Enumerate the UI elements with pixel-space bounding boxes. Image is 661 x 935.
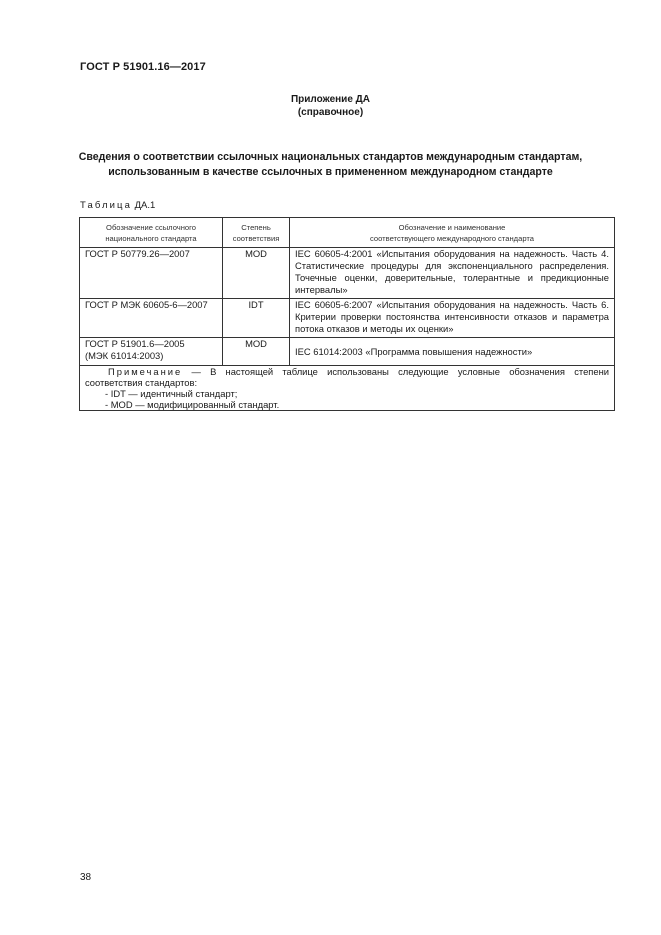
cell-international-standard: IEC 60605-4:2001 «Испытания оборудования на надежность. Часть 4. Статистические процедуры для экспоненциального распределения. Точечные оценки, доверительные, толерантные и предикционные интервалы» xyxy=(290,248,615,299)
table-label-number: ДА.1 xyxy=(134,200,156,211)
cell-degree: IDT xyxy=(223,299,290,338)
cell-degree: MOD xyxy=(223,248,290,299)
reference-table xyxy=(79,217,615,411)
header-reference-standard: Обозначение ссылочного национального стандарта xyxy=(80,218,223,248)
section-title-line-1: Сведения о соответствии ссылочных национальных стандартов международным стандартам, xyxy=(78,151,583,163)
table-label-word: Таблица xyxy=(80,200,132,211)
appendix-heading xyxy=(0,93,661,119)
document-code: ГОСТ Р 51901.16—2017 xyxy=(80,61,206,73)
cell-international-standard: IEC 61014:2003 «Программа повышения надежности» xyxy=(290,338,615,366)
table-label xyxy=(80,200,155,211)
note-label: Примечание xyxy=(108,366,183,377)
cell-reference-standard: ГОСТ Р МЭК 60605-6—2007 xyxy=(80,299,223,338)
note-text: — В настоящей таблице использованы следующие условные обозначения степени соответствия стандартов: xyxy=(85,366,609,388)
table-header-row xyxy=(80,218,615,248)
appendix-title: Приложение ДА xyxy=(290,94,371,105)
header-degree: Степень соответствия xyxy=(223,218,290,248)
header-international-standard: Обозначение и наименование соответствующего международного стандарта xyxy=(290,218,615,248)
section-title xyxy=(60,150,601,180)
note-item-idt: - IDT — идентичный стандарт; xyxy=(105,388,238,399)
table-note-row xyxy=(80,366,615,411)
table-row xyxy=(80,299,615,338)
note-item-mod: - MOD — модифицированный стандарт. xyxy=(105,399,280,410)
table-row xyxy=(80,338,615,366)
cell-reference-standard: ГОСТ Р 50779.26—2007 xyxy=(80,248,223,299)
cell-degree: MOD xyxy=(223,338,290,366)
note-intro xyxy=(85,366,609,388)
table-row xyxy=(80,248,615,299)
cell-international-standard: IEC 60605-6:2007 «Испытания оборудования на надежность. Часть 6. Критерии проверки постоянства интенсивности отказов и параметра потока отказов и методы их оценки» xyxy=(290,299,615,338)
cell-reference-standard: ГОСТ Р 51901.6—2005 (МЭК 61014:2003) xyxy=(80,338,223,366)
table-note xyxy=(80,366,615,411)
section-title-line-2: использованным в качестве ссылочных в примененном международном стандарте xyxy=(108,166,553,178)
page-number: 38 xyxy=(80,872,92,883)
appendix-subtitle: (справочное) xyxy=(297,107,364,118)
